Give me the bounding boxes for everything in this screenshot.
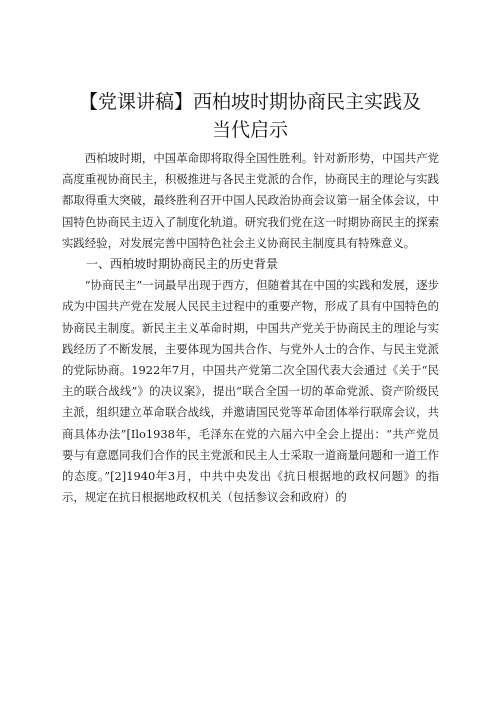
document-body <box>62 148 439 508</box>
section-heading: 一、西柏坡时期协商民主的历史背景 <box>86 257 279 272</box>
section-paragraph: “协商民主”一词最早出现于西方，但随着其在中国的实践和发展，逐步成为中国共产党在发展人民民主过程中的重要产物，形成了具有中国特色的协商民主制度。新民主主义革命时期，中国共产党关于协商民主的理论与实践经历了不断发展，主要体现为国共合作、与党外人士的合作、与民主党派的党际协商。1922年7月，中国共产党第二次全国代表大会通过《关于“民主的联合战线”》的决议案》，提出“联合全国一切的革命党派、资产阶级民主派，组织建立革命联合战线，并邀请国民党等革命团体举行联席会议，共商具体办法”[Ilo1938年，毛泽东在党的六届六中全会上提出：“共产党员要与有意愿同我们合作的民主党派和民主人士采取一道商量问题和一道工作的态度。”[2]1940年3月，中共中央发出《抗日根据地的政权问题》的指示，规定在抗日根据地政权机关（包括参议会和政府）的 <box>62 278 439 505</box>
intro-paragraph: 西柏坡时期，中国革命即将取得全国性胜利。针对新形势，中国共产党高度重视协商民主，积极推进与各民主党派的合作，协商民主的理论与实践都取得重大突破，最终胜利召开中国人民政治协商会议第一届全体会议，中国特色协商民主迈入了制度化轨道。研究我们党在这一时期协商民主的探索实践经验，对发展完善中国特色社会主义协商民主制度具有特殊意义。 <box>62 151 439 250</box>
document-title: 【党课讲稿】西柏坡时期协商民主实践及当代启示 <box>78 91 421 141</box>
